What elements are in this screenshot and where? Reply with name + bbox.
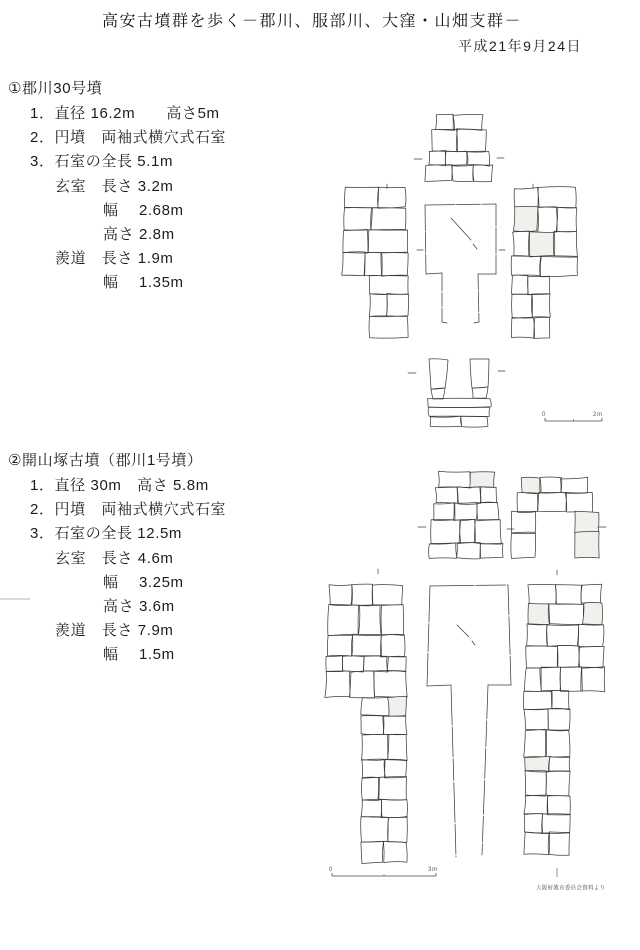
section-1-heading: ①郡川30号墳 <box>8 80 103 97</box>
spec-line: 高さ 3.6m <box>103 598 175 616</box>
spec-line: 2．円墳 両袖式横穴式石室 <box>30 129 227 147</box>
stone-chamber-figure <box>325 471 606 864</box>
scale-max-label: 2m <box>593 412 603 418</box>
page-title: 高安古墳群を歩く－郡川、服部川、大窪・山畑支群－ <box>101 13 522 30</box>
scale-max-label: 3m <box>428 867 438 873</box>
spec-line: 2．円墳 両袖式横穴式石室 <box>30 501 227 519</box>
scan-artifact <box>0 598 30 600</box>
spec-line: 羨道 長さ 7.9m <box>55 622 174 640</box>
stone-chamber-figure <box>342 114 578 427</box>
spec-line: 1．直径 30m 高さ 5.8m <box>30 477 209 494</box>
kofun-30-stone-chamber-drawing <box>330 100 638 445</box>
spec-line: 玄室 長さ 3.2m <box>55 177 174 195</box>
scale-zero-label: 0 <box>329 867 334 873</box>
spec-line: 幅 3.25m <box>103 573 184 591</box>
spec-line: 高さ 2.8m <box>103 226 175 244</box>
spec-line: 幅 1.5m <box>103 646 175 664</box>
spec-line: 3．石室の全長 5.1m <box>30 153 174 171</box>
scale-bar <box>329 867 557 877</box>
spec-line: 3．石室の全長 12.5m <box>30 525 182 543</box>
scale-zero-label: 0 <box>542 412 547 418</box>
spec-line: 幅 2.68m <box>103 201 184 219</box>
spec-line: 1．直径 16.2m 高さ5m <box>30 105 220 122</box>
spec-line: 玄室 長さ 4.6m <box>55 549 174 567</box>
kaiyamazuka-description <box>8 448 330 668</box>
spec-line: 幅 1.35m <box>103 274 184 292</box>
scale-bar <box>542 412 603 421</box>
document-date: 平成21年9月24日 <box>458 38 582 54</box>
source-credit: 大阪府教育委員会資料より <box>536 884 606 891</box>
kofun-30-description <box>8 76 330 296</box>
section-2-heading: ②開山塚古墳（郡川1号墳） <box>8 452 203 469</box>
spec-line: 羨道 長さ 1.9m <box>55 250 174 268</box>
kaiyamazuka-stone-chamber-drawing <box>310 455 640 910</box>
